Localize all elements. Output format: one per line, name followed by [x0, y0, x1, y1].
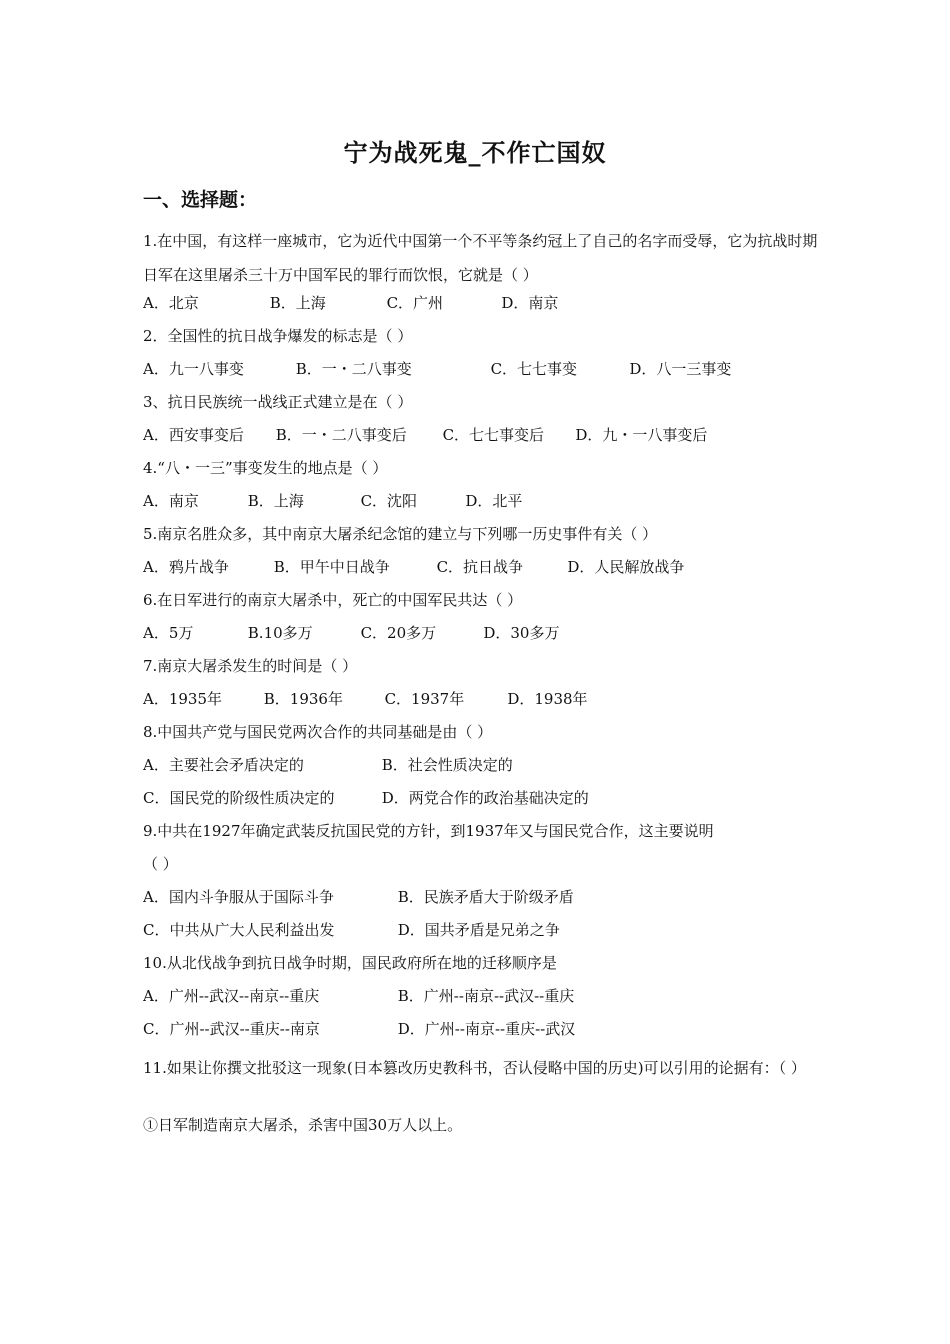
- question-10: 10.从北伐战争到抗日战争时期，国民政府所在地的迁移顺序是: [143, 954, 557, 972]
- option-d: D．九・一八事变后: [575, 426, 708, 444]
- option-a: A．鸦片战争: [143, 558, 229, 576]
- option-a: A．国内斗争服从于国际斗争: [143, 888, 334, 906]
- option-a: A．主要社会矛盾决定的: [143, 756, 304, 774]
- question-1-options: [143, 292, 823, 325]
- option-c: C．广州--武汉--重庆--南京: [143, 1020, 320, 1038]
- section-heading: 一、选择题：: [143, 189, 258, 211]
- question-6: 6.在日军进行的南京大屠杀中，死亡的中国军民共达（ ）: [143, 591, 523, 609]
- option-a: A．北京: [143, 294, 199, 312]
- option-d: D．八一三事变: [629, 360, 732, 378]
- option-d: D．国共矛盾是兄弟之争: [397, 921, 560, 939]
- option-c: C．沈阳: [360, 492, 418, 510]
- option-b: B．民族矛盾大于阶级矛盾: [397, 888, 574, 906]
- question-10-options-row1: [143, 985, 823, 1018]
- question-3: 3、抗日民族统一战线正式建立是在（ ）: [143, 393, 413, 411]
- question-8-options-row2: [143, 787, 823, 820]
- option-d: D．广州--南京--重庆--武汉: [397, 1020, 576, 1038]
- question-7-options: [143, 688, 823, 721]
- question-5: 5.南京名胜众多，其中南京大屠杀纪念馆的建立与下列哪一历史事件有关（ ）: [143, 525, 658, 543]
- question-9-options-row1: [143, 886, 823, 919]
- question-7: 7.南京大屠杀发生的时间是（ ）: [143, 657, 358, 675]
- option-b: B.10多万: [247, 624, 313, 642]
- option-d: D．1938年: [507, 690, 588, 708]
- option-c: C．国民党的阶级性质决定的: [143, 789, 335, 807]
- question-8: 8.中国共产党与国民党两次合作的共同基础是由（ ）: [143, 723, 493, 741]
- question-9-options-row2: [143, 919, 823, 952]
- option-d: D．北平: [465, 492, 523, 510]
- option-c: C．七七事变: [490, 360, 578, 378]
- option-c: C．20多万: [360, 624, 437, 642]
- option-c: C．抗日战争: [436, 558, 524, 576]
- option-b: B．上海: [269, 294, 326, 312]
- question-4: 4.“八・一三”事变发生的地点是（ ）: [143, 459, 388, 477]
- option-a: A．5万: [143, 624, 194, 642]
- question-8-options-row1: [143, 754, 823, 787]
- option-b: B．甲午中日战争: [273, 558, 390, 576]
- option-d: D．南京: [501, 294, 559, 312]
- option-b: B．1936年: [263, 690, 343, 708]
- question-9: 9.中共在1927年确定武装反抗国民党的方针，到1937年又与国民党合作，这主要说明: [143, 822, 714, 840]
- question-text: 1.在中国，有这样一座城市，它为近代中国第一个不平等条约冠上了自己的名字而受辱，它为抗战时期日军在这里屠杀三十万中国军民的罪行而饮恨，它就是（ ）: [143, 232, 818, 284]
- option-b: B．一・二八事变后: [275, 426, 407, 444]
- option-c: C．中共从广大人民利益出发: [143, 921, 335, 939]
- option-b: B．社会性质决定的: [381, 756, 513, 774]
- option-d: D．30多万: [483, 624, 560, 642]
- question-11: [143, 1051, 823, 1085]
- question-5-options: [143, 556, 823, 589]
- question-1: [143, 224, 823, 292]
- question-text: 11.如果让你撰文批驳这一现象(日本篡改历史教科书，否认侵略中国的历史)可以引用的论据有：（ ）: [143, 1059, 806, 1077]
- question-10-options-row2: [143, 1018, 823, 1051]
- question-6-options: [143, 622, 823, 655]
- option-c: C．广州: [386, 294, 444, 312]
- question-list: [143, 224, 823, 1147]
- option-a: A．西安事变后: [143, 426, 244, 444]
- option-a: A．九一八事变: [143, 360, 244, 378]
- question-2-options: [143, 358, 823, 391]
- option-a: A．广州--武汉--南京--重庆: [143, 987, 320, 1005]
- question-4-options: [143, 490, 823, 523]
- option-b: B．广州--南京--武汉--重庆: [397, 987, 575, 1005]
- page-title: 宁为战死鬼_不作亡国奴: [343, 139, 607, 167]
- option-b: B．上海: [247, 492, 304, 510]
- option-b: B．一・二八事变: [295, 360, 412, 378]
- question-3-options: [143, 424, 823, 457]
- option-a: A．南京: [143, 492, 199, 510]
- option-c: C．1937年: [384, 690, 465, 708]
- option-c: C．七七事变后: [442, 426, 545, 444]
- option-a: A．1935年: [143, 690, 223, 708]
- question-11-item-1: ①日军制造南京大屠杀，杀害中国30万人以上。: [143, 1116, 463, 1134]
- option-d: D．两党合作的政治基础决定的: [381, 789, 589, 807]
- option-d: D．人民解放战争: [567, 558, 685, 576]
- question-9-answer-blank: （ ）: [143, 855, 178, 873]
- question-2: 2．全国性的抗日战争爆发的标志是（ ）: [143, 327, 413, 345]
